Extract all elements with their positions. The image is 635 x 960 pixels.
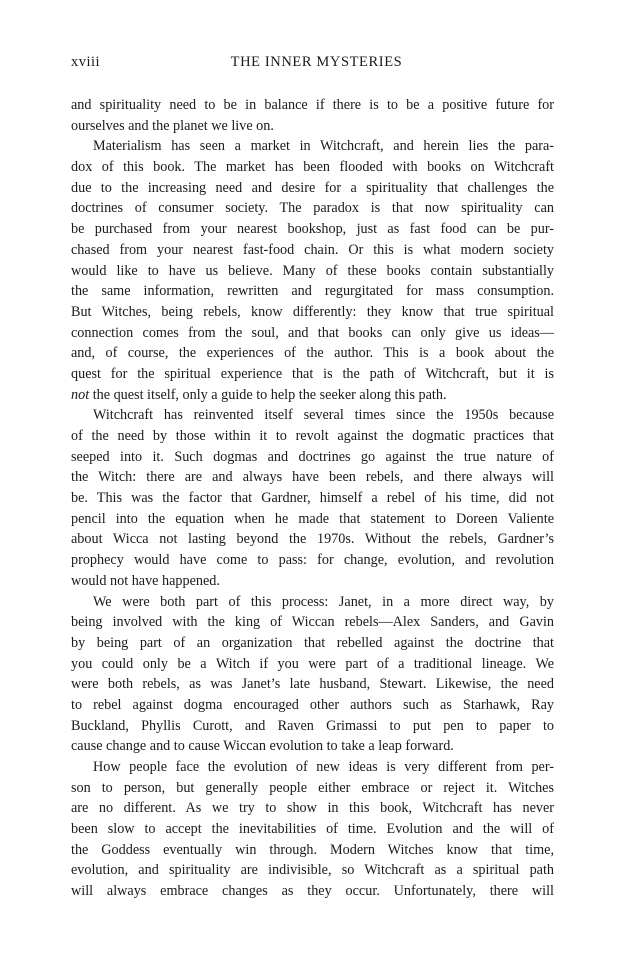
text-line: would like to have us believe. Many of these books contain substantially	[71, 262, 554, 279]
text-line: cause change and to cause Wiccan evolution to take a leap forward.	[71, 738, 454, 755]
text-line: quest for the spiritual experience that is the path of Witchcraft, but it is	[71, 365, 554, 382]
text-line: chased from your nearest fast-food chain. Or this is what modern society	[71, 241, 554, 258]
text-line: were both rebels, as was Janet’s late husband, Stewart. Likewise, the need	[71, 676, 554, 693]
text-line: prophecy would have come to pass: for change, evolution, and revolution	[71, 552, 554, 569]
text-line: seeped into it. Such dogmas and doctrines go against the true nature of	[71, 448, 554, 465]
text-line: But Witches, being rebels, know differently: they know that true spiritual	[71, 303, 554, 320]
paragraph	[71, 95, 554, 136]
text-line: and spirituality need to be in balance if there is to be a positive future for	[71, 97, 554, 113]
text-line: would not have happened.	[71, 572, 220, 589]
text-line: pencil into the equation when he made that statement to Doreen Valiente	[71, 510, 554, 527]
running-head	[71, 54, 554, 74]
text-line: not the quest itself, only a guide to help the seeker along this path.	[71, 386, 447, 403]
text-line: doctrines of consumer society. The paradox is that now spirituality can	[71, 200, 554, 217]
text-line: Buckland, Phyllis Curott, and Raven Grimassi to put pen to paper to	[71, 717, 554, 734]
body-text	[71, 95, 554, 902]
text-line: been slow to accept the inevitabilities of time. Evolution and the will of	[71, 821, 554, 838]
text-line: connection comes from the soul, and that books can only give us ideas—	[71, 324, 554, 341]
text-line: about Wicca not lasting beyond the 1970s. Without the rebels, Gardner’s	[71, 531, 554, 548]
text-line: be. This was the factor that Gardner, himself a rebel of his time, did not	[71, 490, 554, 507]
text-line: Materialism has seen a market in Witchcraft, and herein lies the para-	[93, 138, 554, 155]
text-line: the Witch: there are and always have been rebels, and there always will	[71, 469, 554, 486]
text-line: How people face the evolution of new ideas is very different from per-	[93, 759, 554, 775]
text-line: being involved with the king of Wiccan rebels—Alex Sanders, and Gavin	[71, 614, 554, 631]
text-line: are no different. As we try to show in this book, Witchcraft has never	[71, 800, 554, 817]
paragraph	[71, 136, 554, 405]
text-line: due to the increasing need and desire for a spirituality that challenges the	[71, 179, 554, 196]
running-title: THE INNER MYSTERIES	[230, 54, 403, 70]
text-line: of the need by those within it to revolt against the dogmatic practices that	[71, 428, 554, 444]
text-line: to rebel against dogma encouraged other authors such as Starhawk, Ray	[71, 696, 554, 713]
page-number: xviii	[71, 54, 101, 70]
text-line: and, of course, the experiences of the author. This is a book about the	[71, 345, 554, 362]
text-line: evolution, and spirituality are indivisible, so Witchcraft as a spiritual path	[71, 862, 554, 879]
text-line: son to person, but generally people either embrace or reject it. Witches	[71, 779, 554, 796]
text-line: Witchcraft has reinvented itself several times since the 1950s because	[93, 407, 554, 424]
paragraph	[71, 592, 554, 758]
text-line: you could only be a Witch if you were part of a traditional lineage. We	[71, 655, 554, 672]
text-line: We were both part of this process: Janet, in a more direct way, by	[93, 593, 554, 610]
text-line: by being part of an organization that rebelled against the doctrine that	[71, 634, 554, 651]
text-line: dox of this book. The market has been flooded with books on Witchcraft	[71, 159, 554, 176]
text-line: be purchased from your nearest bookshop, just as fast food can be pur-	[71, 221, 554, 238]
paragraph	[71, 757, 554, 902]
text-line: will always embrace changes as they occur. Unfortunately, there will	[71, 883, 554, 900]
text-line: the Goddess eventually win through. Modern Witches know that time,	[71, 841, 554, 858]
text-line: ourselves and the planet we live on.	[71, 117, 274, 134]
paragraph	[71, 405, 554, 591]
text-line: the same information, rewritten and regurgitated for mass consumption.	[71, 283, 554, 300]
